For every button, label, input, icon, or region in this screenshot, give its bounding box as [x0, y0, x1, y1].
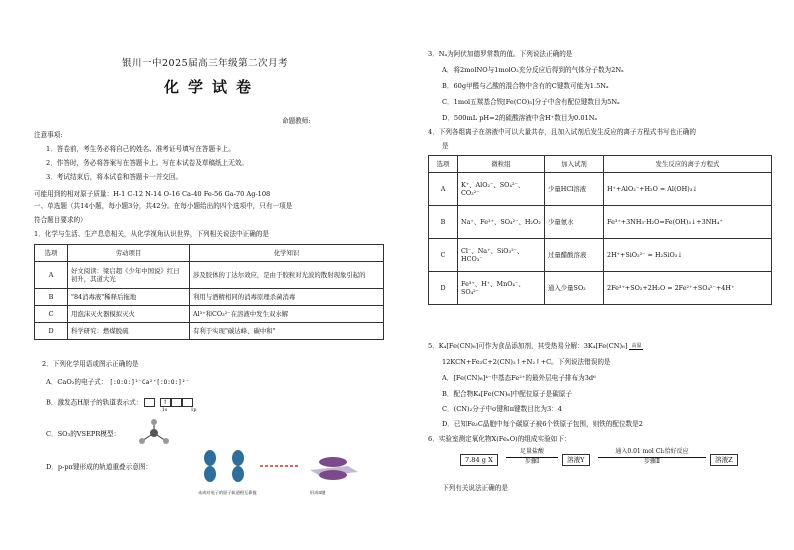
table-cell: C — [35, 306, 68, 323]
q5-option-a: A．[Fe(CN)₆]⁴⁻中基态Fe²⁺的最外层电子排布为3d⁶ — [442, 374, 596, 382]
table-cell: Cl⁻、Na⁺、SiO₃²⁻、HCO₃⁻ — [458, 239, 545, 272]
table-cell: D — [35, 323, 68, 340]
table-cell: 用泡沫灭火器模拟灭火 — [68, 306, 190, 323]
orbital-box-1p — [171, 398, 182, 407]
question-2: 2．下列化学用语或图示正确的是 — [42, 360, 139, 368]
table-cell: 少量氨水 — [545, 206, 604, 239]
table-cell: Fe³⁺+3NH₃·H₂O=Fe(OH)₃↓+3NH₄⁺ — [604, 206, 772, 239]
table-cell: A — [35, 262, 68, 289]
table-cell: 通入少量SO₂ — [545, 272, 604, 305]
table-cell: Na⁺、Fe³⁺、SO₄²⁻、H₂O₂ — [458, 206, 545, 239]
table-header: 选项 — [35, 245, 68, 262]
orbital-box-1p — [182, 398, 193, 407]
q2-option-d: D．p-pπ键形成的轨道重叠示意图： — [46, 463, 153, 471]
note-1: 1．答卷前，考生务必将自己的姓名、准考证号填写在答题卡上。 — [46, 145, 235, 153]
flow-mid-box: 溶液Y — [562, 454, 590, 466]
table-cell: 2H⁺+SiO₃²⁻ = H₂SiO₃↓ — [604, 239, 772, 272]
table-header: 选项 — [429, 156, 458, 173]
table-cell: 2Fe³⁺+SO₂+2H₂O = 2Fe²⁺+SO₄²⁻+4H⁺ — [604, 272, 772, 305]
question-6-tail: 下列有关说法正确的是 — [442, 484, 508, 492]
q2-option-c: C．SO₃的VSEPR模型： — [46, 430, 121, 438]
q3-option-a: A．将2molNO与1molO₂充分反应后得到的气体分子数为2Nₐ — [442, 66, 624, 74]
table-cell: 有利于实现"碳达峰、碳中和" — [190, 323, 384, 340]
q5-option-d: D．已知Fe₃C晶胞中每个碳原子被6个铁原子包围，则铁的配位数是2 — [442, 420, 643, 428]
atomic-masses: 可能用到的相对原子质量：H-1 C-12 N-14 O-16 Ca-40 Fe-56 Ga-70 Ag-108 — [34, 190, 271, 198]
q2-option-a: A．CaO₂的电子式： [:O:O:]²⁻Ca²⁺[:O:O:]²⁻ — [46, 378, 189, 386]
q3-option-c: C．1mol五羰基合铁[Fe(CO)₅]分子中含有配位键数目为5Nₐ — [442, 98, 620, 106]
question-3: 3．Nₐ为阿伏加德罗常数的值。下列说法正确的是 — [428, 50, 573, 58]
q3-option-b: B．60g甲醛与乙酸的混合物中含有的C键数可能为1.5Nₐ — [442, 82, 609, 90]
table-q4 — [428, 155, 772, 305]
author-line: 命题教师: — [282, 117, 311, 125]
table-cell: B — [35, 289, 68, 306]
table-header: 微粒组 — [458, 156, 545, 173]
section1-line1: 一、单选题（共14小题，每小题3分，共42分。在每小题给出的四个选项中，只有一项是 — [34, 202, 293, 210]
table-header: 劳动项目 — [68, 245, 190, 262]
table-cell: K⁺、AlO₂⁻、SO₄²⁻、CO₃²⁻ — [458, 173, 545, 206]
table-header: 加入试剂 — [545, 156, 604, 173]
note-2: 2．作答时，务必将答案写在答题卡上。写在本试卷及草稿纸上无效。 — [46, 159, 249, 167]
table-cell: Al³⁺和CO₃²⁻在溶液中发生双水解 — [190, 306, 384, 323]
exam-title: 化学试卷 — [164, 78, 261, 96]
orbital-box-1p: ↑ — [160, 398, 171, 407]
notes-heading: 注意事项: — [34, 131, 63, 139]
section1-line2: 符合题目要求的） — [34, 216, 87, 224]
table-header: 发生反应的离子方程式 — [604, 156, 772, 173]
table-cell: B — [429, 206, 458, 239]
table-cell: D — [429, 272, 458, 305]
orbital-labels: 1s 1p — [162, 408, 197, 413]
table-cell: 涉及胶体的丁达尔效应，是由于胶粒对光波的散射现象引起的 — [190, 262, 384, 289]
q2-option-b: B．激发态H原子的轨道表示式： ↑ — [46, 398, 193, 407]
table-q1 — [34, 244, 384, 340]
question-5-line2: 12KCN+Fe₃C+2(CN)₂↑+N₂↑+C。下列说法错误的是 — [442, 358, 611, 366]
orbital-box-1s — [144, 398, 155, 407]
q5-option-b: B．配合物K₄[Fe(CN)₆]中配位原子是碳原子 — [442, 390, 572, 398]
vsepr-model-diagram — [134, 419, 174, 447]
table-cell: "84消毒液"稀释后拖地 — [68, 289, 190, 306]
note-3: 3．考试结束后，将本试卷和答题卡一并交回。 — [46, 173, 183, 181]
reaction-condition: 高温 — [631, 343, 642, 350]
pi-caption-left: 未成对电子的原子轨道相互靠拢 — [198, 490, 257, 495]
reaction-arrow — [629, 349, 643, 350]
school-title: 银川一中2025届高三年级第二次月考 — [122, 58, 289, 69]
table-cell: 科学研究：燃煤脱硫 — [68, 323, 190, 340]
flow-diagram — [460, 454, 498, 466]
table-cell: 好文阅读：梁启超《少年中国说》红日初升，其道大光 — [68, 262, 190, 289]
table-cell: 利用与酒精相同的消毒原理杀菌消毒 — [190, 289, 384, 306]
flow-start-box: 7.84 g X — [460, 454, 498, 466]
question-4-line1: 4．下列各组离子在溶液中可以大量共存，且加入试剂后发生反应的离子方程式书写也正确的 — [428, 128, 696, 136]
table-cell: 少量HCl溶液 — [545, 173, 604, 206]
pi-bond-overlap-diagram — [198, 448, 388, 488]
flow-arrow-2: 通入0.01 mol Cl₂恰好反应 步骤Ⅱ — [598, 448, 706, 465]
question-5-line1: 5．K₄[Fe(CN)₆]可作为食品添加剂，其受热易分解：3K₄[Fe(CN)₆] 高温 — [428, 342, 642, 350]
table-cell: H⁺+AlO₂⁻+H₂O = Al(OH)₃↓ — [604, 173, 772, 206]
cao2-electron-formula: [:O:O:]²⁻Ca²⁺[:O:O:]²⁻ — [109, 379, 189, 386]
table-cell: C — [429, 239, 458, 272]
table-header: 化学知识 — [190, 245, 384, 262]
flow-end-box: 溶液Z — [710, 454, 738, 466]
flow-arrow-1: 足量盐酸 步骤Ⅰ — [506, 448, 558, 465]
table-cell: Fe³⁺、H⁺、MnO₄⁻、SO₄²⁻ — [458, 272, 545, 305]
pi-caption-right: 形成π键 — [310, 490, 326, 495]
table-cell: 过量醋酸溶液 — [545, 239, 604, 272]
question-4-line2: 是 — [442, 142, 449, 150]
question-1: 1．化学与生活、生产息息相关，从化学视角认识世界，下列相关说法中正确的是 — [34, 230, 269, 238]
table-cell: A — [429, 173, 458, 206]
q3-option-d: D．500mL pH=2的硫酸溶液中含H⁺数目为0.01Nₐ — [442, 114, 598, 122]
question-6: 6．实验室测定氧化物X(FeₓO)的组成实验如下： — [428, 435, 571, 443]
q5-option-c: C．(CN)₂分子中σ键和π键数目比为3：4 — [442, 405, 562, 413]
